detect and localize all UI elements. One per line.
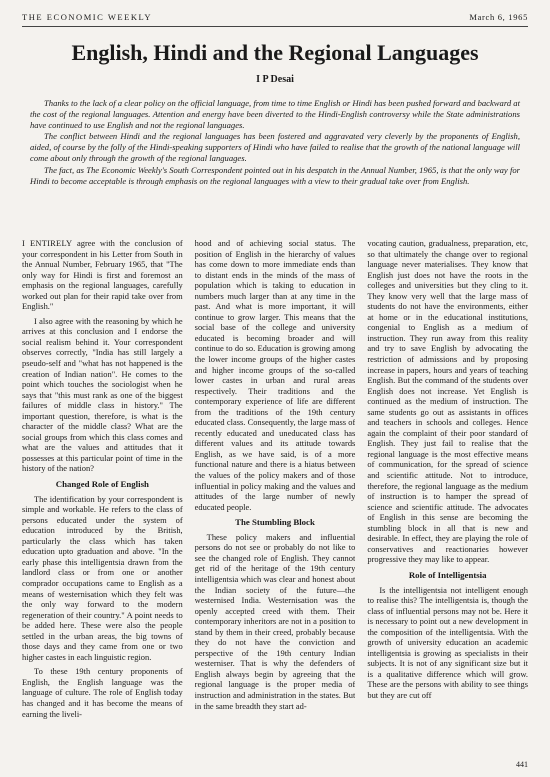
- running-header: [22, 12, 528, 26]
- article-author: I P Desai: [256, 74, 294, 85]
- abstract-paragraph: Thanks to the lack of a clear policy on the official language, from time to time English or Hindi has been pushed forward and backward at the cost of the regional languages. Attention and energy have been diverted to the Hindi-English controversy while the State administrations have continued to use English and not the regional languages.: [30, 98, 520, 131]
- journal-name: THE ECONOMIC WEEKLY: [22, 12, 153, 22]
- article-title: English, Hindi and the Regional Languages: [71, 40, 479, 65]
- body-paragraph: hood and of achieving social status. The position of English in the hierarchy of values has come down to more immediate ends than to distant ends in the minds of the mass of population which is taking to education in numbers much larger than at any time in the past. And what is more important, it will continue to grow larger. This means that the social base of the college and university educated is becoming broader and will continue to do so. Education is growing among the lower income groups of the higher castes and higher income groups of the so-called lower castes in urban and rural areas respectively. Their traditions and the contemporary experience of life are different from the traditions of the 19th century educated class. Consequently, the large mass of recently educated and uneducated class has different values and its attitude towards English, as we have said, is of a more functional nature and there is a hiatus between the values of the policy makers and of those influential in policy making and the values and attitudes of the large number of newly educated people.: [194, 238, 356, 512]
- body-columns: [22, 238, 528, 753]
- body-paragraph: The identification by your correspondent is simple and workable. He refers to the class of persons educated under the system of education introduced by the British, particularly the class which has taken education upto graduation and above. "In the early phase this intelligentsia drawn from the landlord class or from one or another comprador occupations came to English as a means of westernisation which they felt was the only way forward to the modern regeneration of their country." A point needs to be added here. These were also the people settled in the urban areas, the big towns of those days and they came from one or two higher castes in each linguistic region.: [22, 493, 183, 662]
- body-paragraph: vocating caution, gradualness, preparation, etc, so that ultimately the change over to regional language never materialises. They know that English just does not have the roots in the colleges and universities but they cling to it. They know very well that the large mass of students do not have the environments, either at home or in the educational institutions, congenial to English as a medium of instruction. They run away from this reality and try to save English by advocating the restriction of admissions and by proposing increase in papers, hours and years of teaching English. But the command of the students over English does not increase. Yet English is continued as the medium of instruction. The same students go out as assistants in offices and teachers in schools and colleges. Hence again the complaint of their poor standard of English. They just fail to realise that the regional language is the most effective means of communication, for the spread of science and scientific attitude. Not to introduce, therefore, the regional language as the medium of instruction is to hamper the spread of science and scientific attitude. The advocates of English in this sense are becoming the stumbling block in all that is new and desirable. In effect, they are playing the role of conservatives and reactionaries however progressive they may like to appear.: [367, 238, 529, 565]
- body-paragraph: These policy makers and influential persons do not see or probably do not like to see the changed role of English. They cannot get rid of the heritage of the 19th century intelligentsia which was clear and honest about the Indian society of the future—the westernised India. Westernisation was the openly accepted creed with them. Their contemporary inheritors are not in a position to stand by them in their creed, probably because they do not have the conviction and perspective of the 19th century Indian westerniser. That is why the defenders of English always begin by agreeing that the regional language is the proper media of instruction and administration in the states. But in the same breadth they start ad-: [194, 531, 356, 711]
- body-paragraph: Is the intelligentsia not intelligent enough to realise this? The intelligentsia is, though the class of influential persons may not be. Here it is necessary to point out a new development in the composition of the intelligentsia. With the growth of university education an academic intelligentsia is growing as specialists in their subjects. It is not of any significant size but it is a qualitative difference which will grow. These are the persons with ability to see things but they are cut off: [367, 584, 529, 700]
- abstract-paragraph: The conflict between Hindi and the regional languages has been fostered and aggravated very cleverly by the proponents of English, aided, of course by the folly of the Hindi-speaking supporters of Hindi who have failed to realise that the growth of the national language will come about only through the growth of the regional languages.: [30, 131, 520, 164]
- lead-in-words: I ENTIRELY: [22, 238, 73, 248]
- section-heading: Changed Role of English: [55, 479, 149, 490]
- column-2: [195, 238, 356, 753]
- column-1: [22, 238, 183, 753]
- body-paragraph: I also agree with the reasoning by which he arrives at this conclusion and I endorse the social realism behind it. Your correspondent observes correctly, "India has still largely a pseudo-self and "what has not happened is the creation of Indian nation". He comes to the point which touches the sociologist when he says that "this must rank as one of the biggest failures of middle class in history." The important question, therefore, is what is the character of the middle class? What are the social groups from which this class comes and what are the values and attitudes that it possesses at this particular point of time in the history of the nation?: [22, 315, 183, 474]
- page-number: 441: [516, 760, 528, 769]
- body-paragraph: To these 19th century proponents of English, the English language was the language of culture. The role of English today has changed and it has become the means of earning the liveli-: [22, 666, 183, 719]
- abstract-paragraph: The fact, as The Economic Weekly's South Correspondent pointed out in his despatch in the Annual Number, 1965, is that the only way for Hindi to become acceptable is through emphasis on the regional languages with a view to their gradual take over from English.: [30, 164, 520, 186]
- issue-date: March 6, 1965: [469, 12, 528, 22]
- section-heading: The Stumbling Block: [235, 517, 315, 528]
- column-3: [367, 238, 528, 753]
- section-heading: Role of Intelligentsia: [408, 569, 487, 580]
- header-rule: [22, 26, 528, 27]
- article-abstract: [30, 98, 520, 187]
- lead-paragraph: [22, 238, 183, 312]
- lead-paragraph-text: agree with the conclusion of your correspondent in his Letter from South in the Annual Number, February 1965, that "The only way for Hindi is first and foremost an emphasis on the regional languages, carefully worked out plan for their rapid take over from English.": [22, 238, 183, 312]
